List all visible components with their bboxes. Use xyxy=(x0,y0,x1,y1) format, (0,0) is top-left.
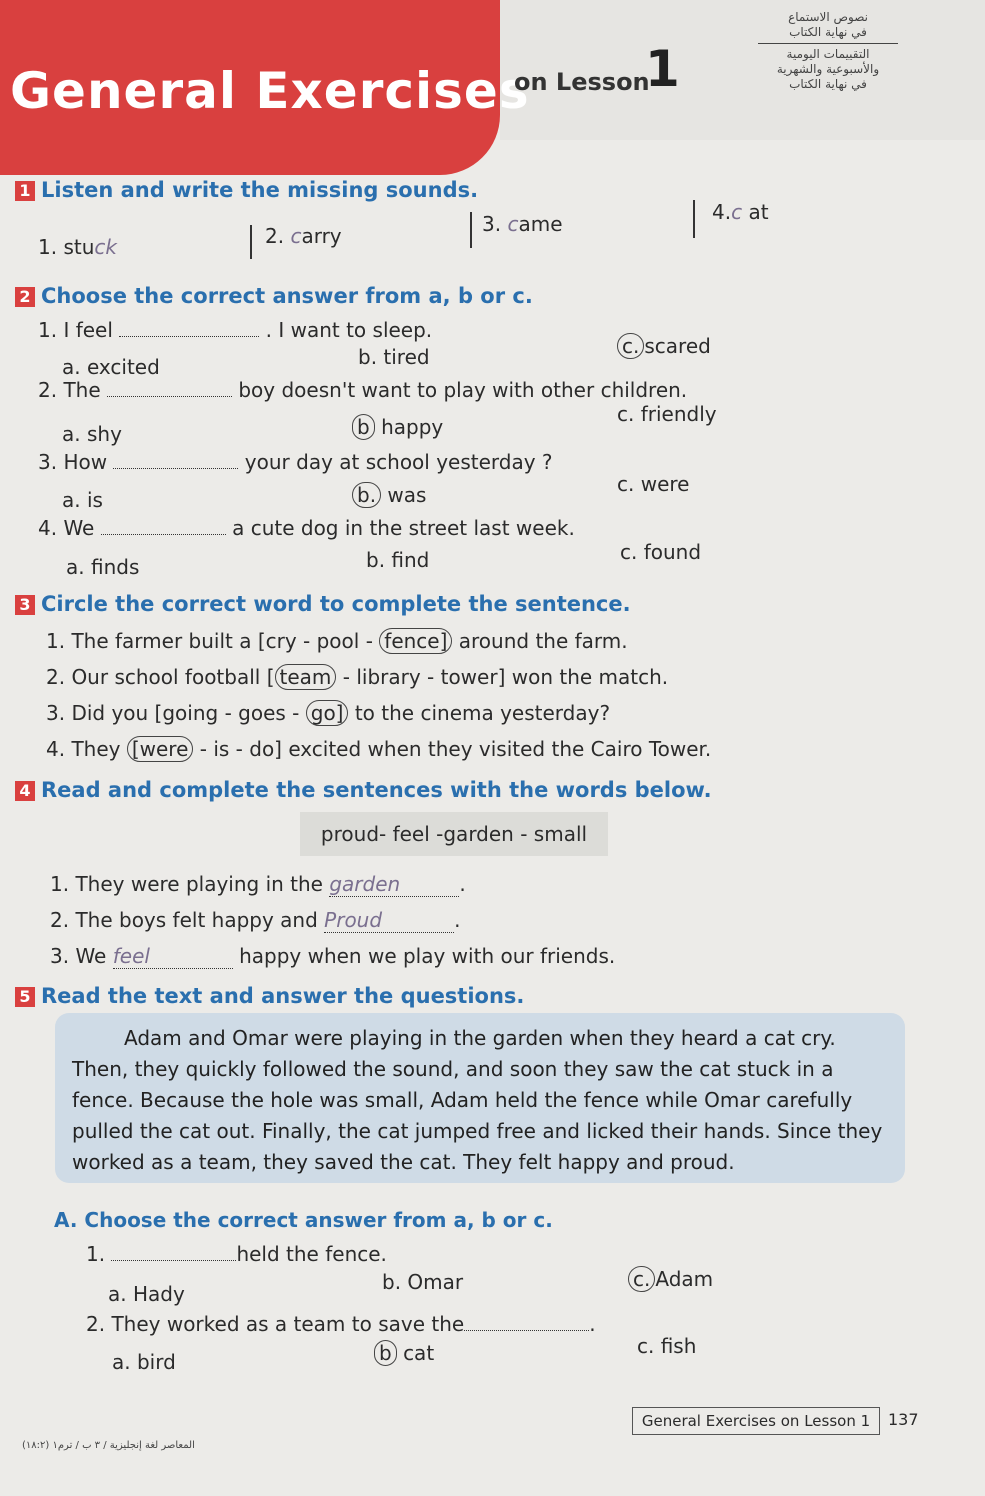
arabic-note-line: والأسبوعية والشهرية xyxy=(776,62,880,76)
option-b xyxy=(352,414,443,440)
completion-2 xyxy=(50,908,461,933)
sentence-text: . xyxy=(459,872,466,896)
reading-passage xyxy=(72,1023,892,1178)
item-text: ame xyxy=(518,212,563,236)
question-text: . xyxy=(589,1312,596,1336)
section-number-badge: 5 xyxy=(15,987,35,1007)
section-heading-text: Listen and write the missing sounds. xyxy=(41,178,479,202)
completion-3 xyxy=(50,944,615,969)
handwritten-answer: c xyxy=(290,224,302,248)
sentence-text: 3. Did you [going - goes - xyxy=(46,701,300,725)
question-text: 1. xyxy=(86,1242,106,1266)
question-stem xyxy=(38,516,575,540)
sentence-text: around the farm. xyxy=(458,629,628,653)
sentence-2 xyxy=(46,664,668,690)
circled-word: [were xyxy=(127,736,194,762)
word-bank: proud- feel -garden - small xyxy=(300,812,608,856)
sentence-text: 1. The farmer built a [cry - pool - xyxy=(46,629,373,653)
option-a: a. excited xyxy=(62,355,160,379)
option-a: a. Hady xyxy=(108,1282,185,1306)
answer-blank xyxy=(464,1330,589,1331)
section-number-badge: 3 xyxy=(15,595,35,615)
option-c: c. fish xyxy=(637,1334,697,1358)
lesson-label: on Lesson xyxy=(514,68,650,96)
section-3-heading xyxy=(15,592,631,616)
page-title: General Exercises xyxy=(10,62,530,120)
circled-word: go] xyxy=(306,700,349,726)
option-c xyxy=(628,1266,713,1292)
circled-word: fence] xyxy=(379,628,452,654)
divider xyxy=(758,43,898,44)
sound-item-4 xyxy=(712,200,769,224)
question-text: . I want to sleep. xyxy=(265,318,433,342)
option-a: a. is xyxy=(62,488,103,512)
answer-blank xyxy=(107,396,232,397)
divider xyxy=(250,225,252,259)
sentence-text: 1. They were playing in the xyxy=(50,872,323,896)
arabic-note-line: نصوص الاستماع xyxy=(788,10,868,24)
sentence-text: to the cinema yesterday? xyxy=(354,701,611,725)
question-stem xyxy=(38,318,432,342)
passage-line: worked as a team, they saved the cat. They felt happy and proud. xyxy=(72,1150,735,1174)
section-5-heading xyxy=(15,984,524,1008)
sentence-text: . xyxy=(454,908,461,932)
section-number-badge: 2 xyxy=(15,287,35,307)
sentence-1 xyxy=(46,628,628,654)
sentence-text: 2. The boys felt happy and xyxy=(50,908,318,932)
circled-choice: b xyxy=(352,414,375,440)
subsection-heading: A. Choose the correct answer from a, b or c. xyxy=(54,1208,553,1232)
item-text: arry xyxy=(301,224,342,248)
sentence-text: 3. We xyxy=(50,944,107,968)
item-number: 2. xyxy=(265,224,285,248)
passage-line: Then, they quickly followed the sound, and soon they saw the cat stuck in a xyxy=(72,1057,834,1081)
section-1-heading xyxy=(15,178,478,202)
option-a: a. finds xyxy=(66,555,140,579)
section-heading-text: Circle the correct word to complete the sentence. xyxy=(41,592,631,616)
passage-line: Adam and Omar were playing in the garden when they heard a cat cry. xyxy=(124,1026,836,1050)
item-text: stu xyxy=(63,235,95,259)
sentence-4 xyxy=(46,736,711,762)
option-c: c. friendly xyxy=(617,402,717,426)
option-c xyxy=(617,333,711,359)
question-stem xyxy=(86,1312,596,1336)
answer-blank xyxy=(111,1260,236,1261)
option-b: b. find xyxy=(366,548,430,572)
answer-blank xyxy=(113,468,238,469)
handwritten-answer: ck xyxy=(94,235,117,259)
page-number: 137 xyxy=(888,1410,919,1429)
option-a: a. bird xyxy=(112,1350,176,1374)
question-text: held the fence. xyxy=(236,1242,387,1266)
arabic-note xyxy=(758,10,898,92)
question-text: 2. They worked as a team to save the xyxy=(86,1312,465,1336)
option-text: happy xyxy=(381,415,444,439)
item-number: 1. xyxy=(38,235,58,259)
option-b: b. Omar xyxy=(382,1270,464,1294)
option-b: b. tired xyxy=(358,345,430,369)
sentence-text: 4. They xyxy=(46,737,121,761)
question-stem xyxy=(38,450,553,474)
section-heading-text: Read the text and answer the questions. xyxy=(41,984,525,1008)
question-stem xyxy=(86,1242,387,1266)
section-number-badge: 4 xyxy=(15,781,35,801)
question-text: your day at school yesterday ? xyxy=(244,450,553,474)
option-c: c. were xyxy=(617,472,690,496)
handwritten-answer: c xyxy=(731,200,743,224)
arabic-note-line: في نهاية الكتاب xyxy=(789,25,867,39)
sound-item-2 xyxy=(265,224,342,248)
sentence-text: 2. Our school football [ xyxy=(46,665,275,689)
answer-blank xyxy=(101,534,226,535)
lesson-number: 1 xyxy=(645,40,680,98)
option-b xyxy=(352,482,426,508)
item-number: 4. xyxy=(712,200,732,224)
divider xyxy=(470,212,472,248)
handwritten-answer: Proud xyxy=(324,908,454,933)
circled-choice: c. xyxy=(628,1266,655,1292)
section-number-badge: 1 xyxy=(15,181,35,201)
section-4-heading xyxy=(15,778,712,802)
handwritten-answer: feel xyxy=(113,944,233,969)
question-text: boy doesn't want to play with other children. xyxy=(238,378,688,402)
sentence-text: happy when we play with our friends. xyxy=(239,944,616,968)
publisher-line: المعاصر لغة إنجليزية / ٣ ب / ترم١ (١٨:٢) xyxy=(22,1440,195,1451)
question-text: 4. We xyxy=(38,516,95,540)
arabic-note-line: التقييمات اليومية xyxy=(786,47,870,61)
question-text: 3. How xyxy=(38,450,108,474)
item-text: at xyxy=(748,200,769,224)
circled-choice: c. xyxy=(617,333,644,359)
handwritten-answer: c xyxy=(507,212,519,236)
answer-blank xyxy=(119,336,259,337)
sentence-3 xyxy=(46,700,610,726)
question-text: a cute dog in the street last week. xyxy=(232,516,575,540)
option-text: was xyxy=(387,483,427,507)
arabic-note-line: في نهاية الكتاب xyxy=(789,77,867,91)
circled-choice: b xyxy=(374,1340,397,1366)
sound-item-3 xyxy=(482,212,563,236)
circled-word: team xyxy=(275,664,337,690)
option-b xyxy=(374,1340,434,1366)
option-text: Adam xyxy=(655,1267,714,1291)
passage-line: fence. Because the hole was small, Adam held the fence while Omar carefully xyxy=(72,1088,853,1112)
option-a: a. shy xyxy=(62,422,122,446)
option-text: cat xyxy=(403,1341,435,1365)
section-2-heading xyxy=(15,284,533,308)
sentence-text: - is - do] excited when they visited the Cairo Tower. xyxy=(199,737,712,761)
passage-line: pulled the cat out. Finally, the cat jumped free and licked their hands. Since they xyxy=(72,1119,883,1143)
option-text: scared xyxy=(644,334,711,358)
question-text: 1. I feel xyxy=(38,318,113,342)
sound-item-1 xyxy=(38,235,117,259)
section-heading-text: Read and complete the sentences with the words below. xyxy=(41,778,712,802)
question-text: 2. The xyxy=(38,378,101,402)
handwritten-answer: garden xyxy=(329,872,459,897)
item-number: 3. xyxy=(482,212,502,236)
sentence-text: - library - tower] won the match. xyxy=(342,665,669,689)
footer-label: General Exercises on Lesson 1 xyxy=(632,1407,880,1435)
divider xyxy=(693,200,695,238)
completion-1 xyxy=(50,872,466,897)
option-c: c. found xyxy=(620,540,702,564)
question-stem xyxy=(38,378,687,402)
section-heading-text: Choose the correct answer from a, b or c. xyxy=(41,284,533,308)
circled-choice: b. xyxy=(352,482,381,508)
